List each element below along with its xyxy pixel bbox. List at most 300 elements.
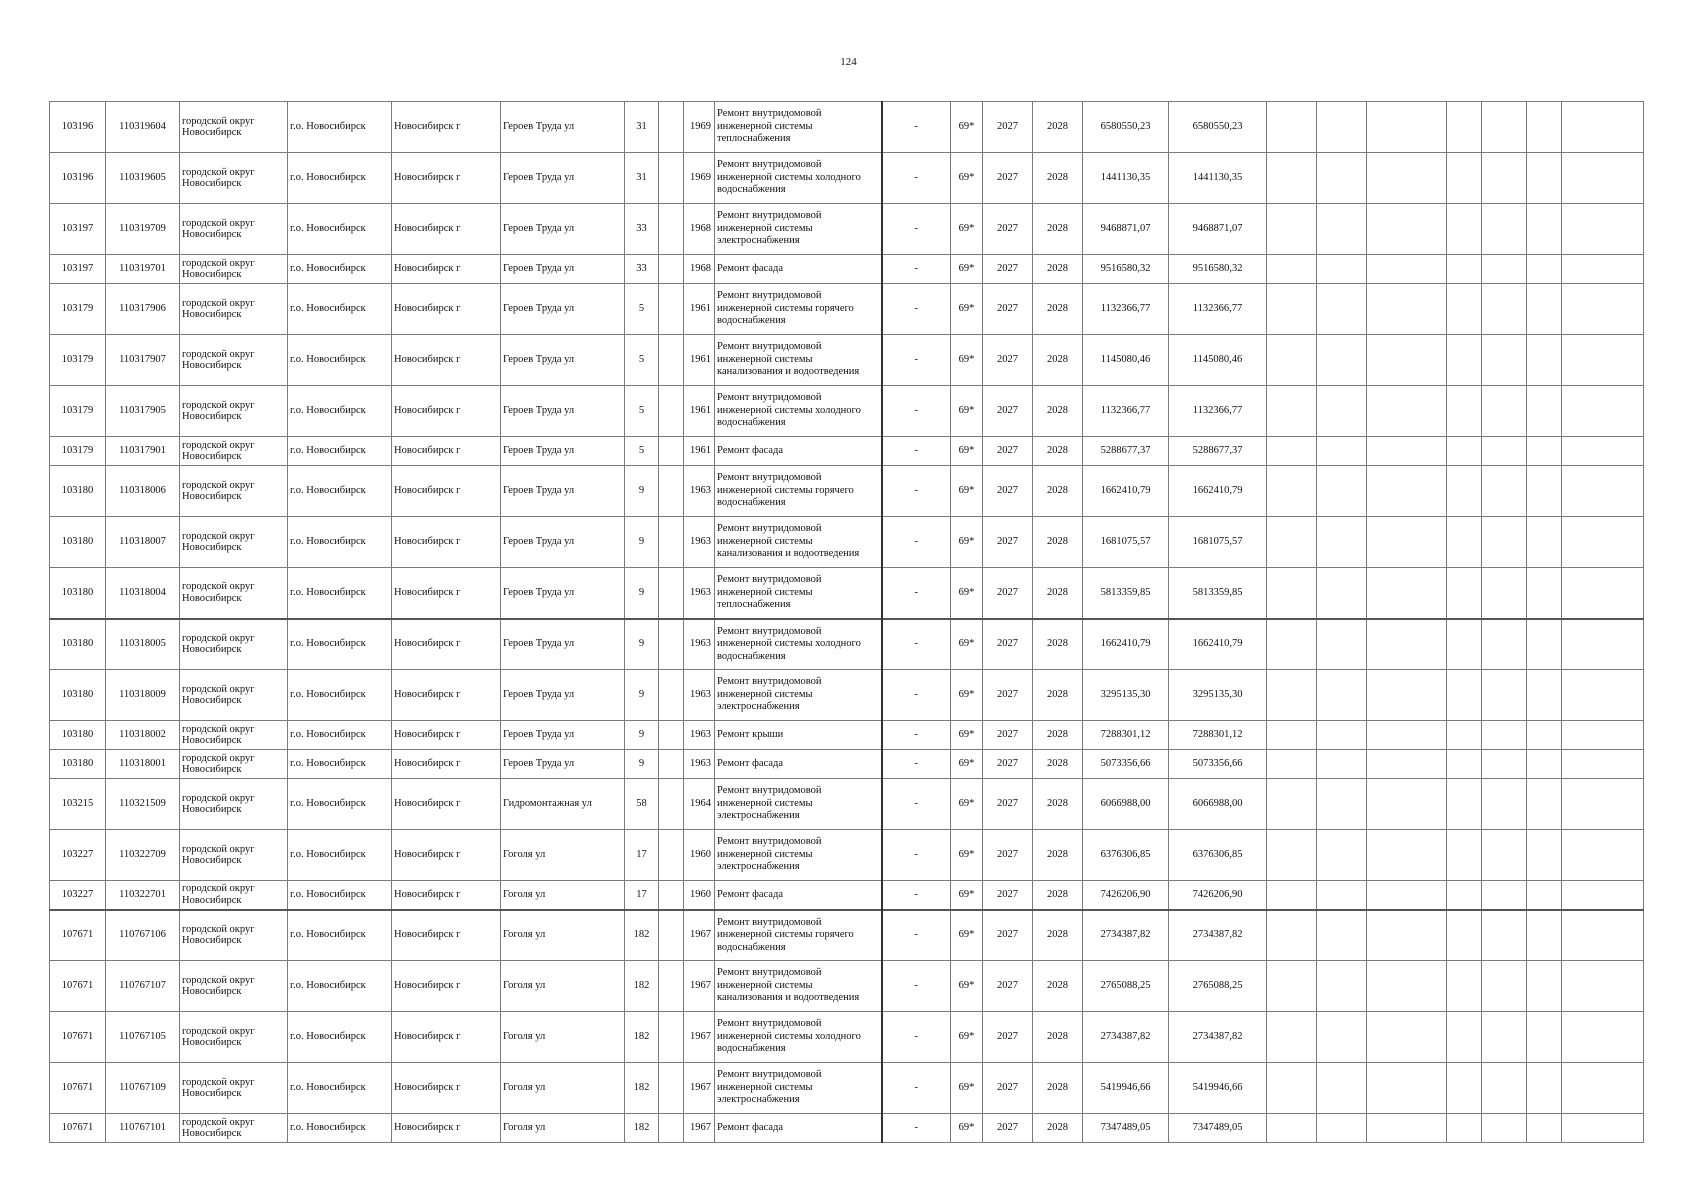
cell-house-number: 9: [625, 517, 659, 568]
cell-start-year: 2027: [983, 204, 1033, 255]
cell-code: 69*: [951, 102, 983, 153]
cell-extra-7: [1562, 284, 1644, 335]
cell-extra-1: [1267, 204, 1317, 255]
cell-code: 69*: [951, 670, 983, 721]
cell-code: 69*: [951, 153, 983, 204]
cell-work-id: 110322701: [106, 881, 180, 910]
cell-cost-total: 2765088,25: [1169, 961, 1267, 1012]
cell-cost: 5288677,37: [1083, 437, 1169, 466]
cell-extra-6: [1527, 1063, 1562, 1114]
cell-work-id: 110317905: [106, 386, 180, 437]
cell-cost-total: 6580550,23: [1169, 102, 1267, 153]
cell-end-year: 2028: [1033, 881, 1083, 910]
cell-year: 1967: [684, 1114, 715, 1143]
cell-house-number: 9: [625, 619, 659, 670]
cell-house-id: 103179: [50, 386, 106, 437]
cell-municipality: городской округ Новосибирск: [180, 153, 288, 204]
cell-locality: Новосибирск г: [392, 910, 501, 961]
cell-year: 1960: [684, 830, 715, 881]
cell-house-number: 9: [625, 466, 659, 517]
cell-start-year: 2027: [983, 830, 1033, 881]
cell-extra-5: [1482, 255, 1527, 284]
cell-extra-4: [1447, 466, 1482, 517]
cell-extra-6: [1527, 670, 1562, 721]
cell-extra-2: [1317, 466, 1367, 517]
cell-work-id: 110319605: [106, 153, 180, 204]
cell-building: [659, 961, 684, 1012]
cell-work-type: Ремонт внутридомовой инженерной системы канализования и водоотведения: [715, 961, 882, 1012]
cell-work-type: Ремонт внутридомовой инженерной системы холодного водоснабжения: [715, 153, 882, 204]
cell-street: Гоголя ул: [501, 881, 625, 910]
cell-house-id: 103227: [50, 830, 106, 881]
cell-house-id: 103180: [50, 568, 106, 619]
table-row: [50, 779, 1644, 830]
cell-separator-mark: -: [882, 1063, 951, 1114]
cell-extra-5: [1482, 881, 1527, 910]
cell-house-id: 103215: [50, 779, 106, 830]
cell-municipal-short: г.о. Новосибирск: [288, 881, 392, 910]
cell-extra-6: [1527, 750, 1562, 779]
table-row: [50, 568, 1644, 619]
cell-cost-total: 1145080,46: [1169, 335, 1267, 386]
cell-extra-4: [1447, 830, 1482, 881]
cell-extra-6: [1527, 779, 1562, 830]
cell-extra-2: [1317, 102, 1367, 153]
cell-year: 1963: [684, 750, 715, 779]
cell-municipality: городской округ Новосибирск: [180, 1114, 288, 1143]
cell-house-id: 103180: [50, 517, 106, 568]
cell-locality: Новосибирск г: [392, 619, 501, 670]
cell-work-id: 110317901: [106, 437, 180, 466]
cell-start-year: 2027: [983, 619, 1033, 670]
cell-work-id: 110319709: [106, 204, 180, 255]
table-row: [50, 830, 1644, 881]
cell-separator-mark: -: [882, 386, 951, 437]
cell-building: [659, 204, 684, 255]
cell-street: Гоголя ул: [501, 961, 625, 1012]
cell-work-type: Ремонт фасада: [715, 881, 882, 910]
cell-start-year: 2027: [983, 1114, 1033, 1143]
table-row: [50, 750, 1644, 779]
cell-end-year: 2028: [1033, 102, 1083, 153]
cell-house-number: 17: [625, 881, 659, 910]
cell-house-id: 103180: [50, 721, 106, 750]
cell-locality: Новосибирск г: [392, 1063, 501, 1114]
cell-municipality: городской округ Новосибирск: [180, 1012, 288, 1063]
table-row: [50, 255, 1644, 284]
cell-code: 69*: [951, 830, 983, 881]
cell-house-number: 5: [625, 386, 659, 437]
cell-end-year: 2028: [1033, 568, 1083, 619]
cell-end-year: 2028: [1033, 1114, 1083, 1143]
table-row: [50, 335, 1644, 386]
cell-building: [659, 466, 684, 517]
cell-end-year: 2028: [1033, 204, 1083, 255]
cell-street: Героев Труда ул: [501, 619, 625, 670]
cell-extra-4: [1447, 153, 1482, 204]
cell-start-year: 2027: [983, 961, 1033, 1012]
cell-house-id: 103227: [50, 881, 106, 910]
cell-separator-mark: -: [882, 466, 951, 517]
cell-municipal-short: г.о. Новосибирск: [288, 466, 392, 517]
cell-work-id: 110319604: [106, 102, 180, 153]
cell-extra-3: [1367, 619, 1447, 670]
cell-work-type: Ремонт фасада: [715, 1114, 882, 1143]
cell-separator-mark: -: [882, 1114, 951, 1143]
cell-extra-4: [1447, 750, 1482, 779]
cell-extra-3: [1367, 437, 1447, 466]
cell-code: 69*: [951, 721, 983, 750]
cell-municipality: городской округ Новосибирск: [180, 910, 288, 961]
cell-street: Героев Труда ул: [501, 750, 625, 779]
table-row: [50, 1012, 1644, 1063]
cell-cost-total: 1662410,79: [1169, 619, 1267, 670]
cell-separator-mark: -: [882, 204, 951, 255]
cell-building: [659, 517, 684, 568]
table-row: [50, 204, 1644, 255]
cell-extra-1: [1267, 466, 1317, 517]
cell-code: 69*: [951, 204, 983, 255]
cell-street: Гоголя ул: [501, 910, 625, 961]
cell-start-year: 2027: [983, 1012, 1033, 1063]
cell-extra-4: [1447, 1012, 1482, 1063]
cell-locality: Новосибирск г: [392, 284, 501, 335]
cell-extra-2: [1317, 517, 1367, 568]
table-row: [50, 1063, 1644, 1114]
cell-extra-5: [1482, 779, 1527, 830]
cell-year: 1963: [684, 619, 715, 670]
cell-year: 1961: [684, 437, 715, 466]
cell-cost-total: 5073356,66: [1169, 750, 1267, 779]
cell-start-year: 2027: [983, 386, 1033, 437]
cell-extra-7: [1562, 721, 1644, 750]
cell-house-number: 182: [625, 1063, 659, 1114]
cell-end-year: 2028: [1033, 284, 1083, 335]
cell-separator-mark: -: [882, 1012, 951, 1063]
cell-work-type: Ремонт фасада: [715, 255, 882, 284]
cell-house-number: 9: [625, 750, 659, 779]
cell-extra-5: [1482, 284, 1527, 335]
cell-house-number: 17: [625, 830, 659, 881]
cell-building: [659, 721, 684, 750]
cell-extra-1: [1267, 1114, 1317, 1143]
cell-work-type: Ремонт внутридомовой инженерной системы теплоснабжения: [715, 568, 882, 619]
cell-extra-4: [1447, 255, 1482, 284]
table-row: [50, 670, 1644, 721]
cell-extra-2: [1317, 1012, 1367, 1063]
cell-extra-5: [1482, 1012, 1527, 1063]
cell-locality: Новосибирск г: [392, 568, 501, 619]
cell-municipal-short: г.о. Новосибирск: [288, 1114, 392, 1143]
cell-cost-total: 1662410,79: [1169, 466, 1267, 517]
cell-house-id: 103180: [50, 466, 106, 517]
cell-municipal-short: г.о. Новосибирск: [288, 204, 392, 255]
cell-cost-total: 9516580,32: [1169, 255, 1267, 284]
cell-extra-2: [1317, 284, 1367, 335]
cell-extra-4: [1447, 284, 1482, 335]
cell-street: Героев Труда ул: [501, 437, 625, 466]
cell-municipality: городской округ Новосибирск: [180, 670, 288, 721]
cell-cost: 6066988,00: [1083, 779, 1169, 830]
cell-extra-2: [1317, 910, 1367, 961]
cell-start-year: 2027: [983, 153, 1033, 204]
cell-extra-5: [1482, 830, 1527, 881]
cell-extra-2: [1317, 1114, 1367, 1143]
cell-extra-7: [1562, 204, 1644, 255]
cell-extra-6: [1527, 517, 1562, 568]
cell-extra-5: [1482, 335, 1527, 386]
cell-end-year: 2028: [1033, 1063, 1083, 1114]
cell-building: [659, 568, 684, 619]
cell-locality: Новосибирск г: [392, 881, 501, 910]
cell-extra-5: [1482, 204, 1527, 255]
cell-extra-3: [1367, 284, 1447, 335]
cell-cost: 5813359,85: [1083, 568, 1169, 619]
cell-work-id: 110318002: [106, 721, 180, 750]
cell-cost: 9468871,07: [1083, 204, 1169, 255]
cell-start-year: 2027: [983, 437, 1033, 466]
cell-municipal-short: г.о. Новосибирск: [288, 437, 392, 466]
cell-extra-6: [1527, 619, 1562, 670]
cell-end-year: 2028: [1033, 437, 1083, 466]
cell-building: [659, 1012, 684, 1063]
cell-locality: Новосибирск г: [392, 437, 501, 466]
cell-start-year: 2027: [983, 721, 1033, 750]
cell-year: 1960: [684, 881, 715, 910]
cell-extra-4: [1447, 437, 1482, 466]
cell-extra-4: [1447, 102, 1482, 153]
cell-extra-3: [1367, 1114, 1447, 1143]
cell-extra-5: [1482, 670, 1527, 721]
cell-cost: 6376306,85: [1083, 830, 1169, 881]
cell-work-id: 110767106: [106, 910, 180, 961]
cell-municipal-short: г.о. Новосибирск: [288, 961, 392, 1012]
cell-municipal-short: г.о. Новосибирск: [288, 386, 392, 437]
cell-separator-mark: -: [882, 335, 951, 386]
cell-building: [659, 1114, 684, 1143]
cell-extra-2: [1317, 335, 1367, 386]
cell-extra-5: [1482, 437, 1527, 466]
cell-extra-1: [1267, 153, 1317, 204]
cell-work-type: Ремонт внутридомовой инженерной системы канализования и водоотведения: [715, 517, 882, 568]
cell-separator-mark: -: [882, 750, 951, 779]
cell-extra-1: [1267, 255, 1317, 284]
cell-cost-total: 7426206,90: [1169, 881, 1267, 910]
cell-extra-2: [1317, 750, 1367, 779]
cell-cost: 7288301,12: [1083, 721, 1169, 750]
table-row: [50, 284, 1644, 335]
cell-municipal-short: г.о. Новосибирск: [288, 830, 392, 881]
cell-start-year: 2027: [983, 881, 1033, 910]
cell-house-number: 9: [625, 568, 659, 619]
cell-cost-total: 1441130,35: [1169, 153, 1267, 204]
cell-locality: Новосибирск г: [392, 204, 501, 255]
table-row: [50, 881, 1644, 910]
cell-end-year: 2028: [1033, 335, 1083, 386]
cell-work-type: Ремонт внутридомовой инженерной системы электроснабжения: [715, 670, 882, 721]
cell-locality: Новосибирск г: [392, 779, 501, 830]
cell-extra-7: [1562, 255, 1644, 284]
cell-work-type: Ремонт внутридомовой инженерной системы горячего водоснабжения: [715, 466, 882, 517]
cell-extra-4: [1447, 910, 1482, 961]
cell-year: 1963: [684, 721, 715, 750]
cell-extra-1: [1267, 1063, 1317, 1114]
cell-extra-6: [1527, 910, 1562, 961]
cell-extra-4: [1447, 517, 1482, 568]
cell-cost: 6580550,23: [1083, 102, 1169, 153]
cell-locality: Новосибирск г: [392, 670, 501, 721]
cell-extra-2: [1317, 619, 1367, 670]
cell-cost: 2734387,82: [1083, 910, 1169, 961]
cell-work-id: 110317906: [106, 284, 180, 335]
cell-separator-mark: -: [882, 153, 951, 204]
cell-building: [659, 255, 684, 284]
cell-cost-total: 5419946,66: [1169, 1063, 1267, 1114]
cell-municipality: городской округ Новосибирск: [180, 437, 288, 466]
cell-extra-3: [1367, 335, 1447, 386]
cell-extra-1: [1267, 437, 1317, 466]
cell-work-type: Ремонт внутридомовой инженерной системы холодного водоснабжения: [715, 386, 882, 437]
cell-house-number: 182: [625, 910, 659, 961]
cell-separator-mark: -: [882, 284, 951, 335]
cell-extra-3: [1367, 466, 1447, 517]
cell-work-type: Ремонт внутридомовой инженерной системы горячего водоснабжения: [715, 284, 882, 335]
cell-extra-7: [1562, 830, 1644, 881]
cell-year: 1967: [684, 1063, 715, 1114]
cell-municipality: городской округ Новосибирск: [180, 255, 288, 284]
cell-extra-1: [1267, 910, 1317, 961]
cell-cost-total: 2734387,82: [1169, 910, 1267, 961]
cell-extra-6: [1527, 386, 1562, 437]
cell-separator-mark: -: [882, 670, 951, 721]
cell-extra-5: [1482, 466, 1527, 517]
cell-end-year: 2028: [1033, 255, 1083, 284]
cell-house-id: 103179: [50, 437, 106, 466]
cell-street: Героев Труда ул: [501, 517, 625, 568]
cell-locality: Новосибирск г: [392, 830, 501, 881]
cell-start-year: 2027: [983, 335, 1033, 386]
cell-year: 1969: [684, 153, 715, 204]
cell-extra-7: [1562, 386, 1644, 437]
cell-building: [659, 386, 684, 437]
cell-work-id: 110767101: [106, 1114, 180, 1143]
cell-extra-2: [1317, 1063, 1367, 1114]
cell-cost-total: 7347489,05: [1169, 1114, 1267, 1143]
cell-cost-total: 1132366,77: [1169, 284, 1267, 335]
cell-work-id: 110767107: [106, 961, 180, 1012]
cell-house-id: 103197: [50, 255, 106, 284]
cell-house-id: 107671: [50, 1063, 106, 1114]
cell-cost-total: 5288677,37: [1169, 437, 1267, 466]
cell-extra-2: [1317, 670, 1367, 721]
cell-extra-6: [1527, 102, 1562, 153]
cell-extra-6: [1527, 466, 1562, 517]
cell-house-id: 107671: [50, 910, 106, 961]
page-number: 124: [840, 56, 857, 68]
cell-code: 69*: [951, 1114, 983, 1143]
cell-municipal-short: г.о. Новосибирск: [288, 102, 392, 153]
cell-extra-1: [1267, 568, 1317, 619]
cell-street: Героев Труда ул: [501, 284, 625, 335]
table-row: [50, 466, 1644, 517]
cell-extra-7: [1562, 961, 1644, 1012]
cell-cost: 5073356,66: [1083, 750, 1169, 779]
table-row: [50, 386, 1644, 437]
cell-start-year: 2027: [983, 517, 1033, 568]
cell-extra-3: [1367, 721, 1447, 750]
cell-cost-total: 6066988,00: [1169, 779, 1267, 830]
cell-house-number: 31: [625, 102, 659, 153]
cell-extra-5: [1482, 153, 1527, 204]
cell-extra-6: [1527, 255, 1562, 284]
cell-extra-2: [1317, 386, 1367, 437]
cell-extra-3: [1367, 779, 1447, 830]
cell-extra-6: [1527, 721, 1562, 750]
cell-extra-4: [1447, 204, 1482, 255]
cell-cost: 9516580,32: [1083, 255, 1169, 284]
cell-municipal-short: г.о. Новосибирск: [288, 1012, 392, 1063]
cell-extra-7: [1562, 437, 1644, 466]
cell-extra-4: [1447, 386, 1482, 437]
cell-house-id: 103179: [50, 335, 106, 386]
cell-work-id: 110767109: [106, 1063, 180, 1114]
cell-end-year: 2028: [1033, 466, 1083, 517]
cell-house-id: 103180: [50, 619, 106, 670]
cell-extra-2: [1317, 881, 1367, 910]
cell-municipality: городской округ Новосибирск: [180, 881, 288, 910]
cell-extra-7: [1562, 750, 1644, 779]
cell-year: 1967: [684, 961, 715, 1012]
cell-separator-mark: -: [882, 961, 951, 1012]
cell-municipality: городской округ Новосибирск: [180, 619, 288, 670]
cell-municipal-short: г.о. Новосибирск: [288, 335, 392, 386]
cell-extra-7: [1562, 670, 1644, 721]
cell-municipality: городской округ Новосибирск: [180, 1063, 288, 1114]
cell-start-year: 2027: [983, 750, 1033, 779]
cell-locality: Новосибирск г: [392, 102, 501, 153]
cell-locality: Новосибирск г: [392, 153, 501, 204]
cell-house-number: 182: [625, 1114, 659, 1143]
cell-extra-4: [1447, 1063, 1482, 1114]
cell-extra-4: [1447, 721, 1482, 750]
cell-municipality: городской округ Новосибирск: [180, 750, 288, 779]
cell-building: [659, 284, 684, 335]
cell-house-id: 107671: [50, 1012, 106, 1063]
cell-extra-6: [1527, 153, 1562, 204]
cell-municipality: городской округ Новосибирск: [180, 386, 288, 437]
cell-end-year: 2028: [1033, 779, 1083, 830]
cell-building: [659, 881, 684, 910]
cell-locality: Новосибирск г: [392, 335, 501, 386]
cell-extra-6: [1527, 568, 1562, 619]
cell-extra-3: [1367, 568, 1447, 619]
cell-start-year: 2027: [983, 1063, 1033, 1114]
cell-year: 1961: [684, 386, 715, 437]
table-row: [50, 153, 1644, 204]
cell-street: Героев Труда ул: [501, 102, 625, 153]
cell-start-year: 2027: [983, 910, 1033, 961]
cell-year: 1963: [684, 517, 715, 568]
cell-municipal-short: г.о. Новосибирск: [288, 779, 392, 830]
table-row: [50, 721, 1644, 750]
cell-extra-5: [1482, 910, 1527, 961]
cell-extra-2: [1317, 437, 1367, 466]
cell-extra-7: [1562, 102, 1644, 153]
cell-code: 69*: [951, 750, 983, 779]
cell-extra-2: [1317, 721, 1367, 750]
cell-house-id: 103180: [50, 750, 106, 779]
works-register-table: [49, 101, 1644, 1143]
